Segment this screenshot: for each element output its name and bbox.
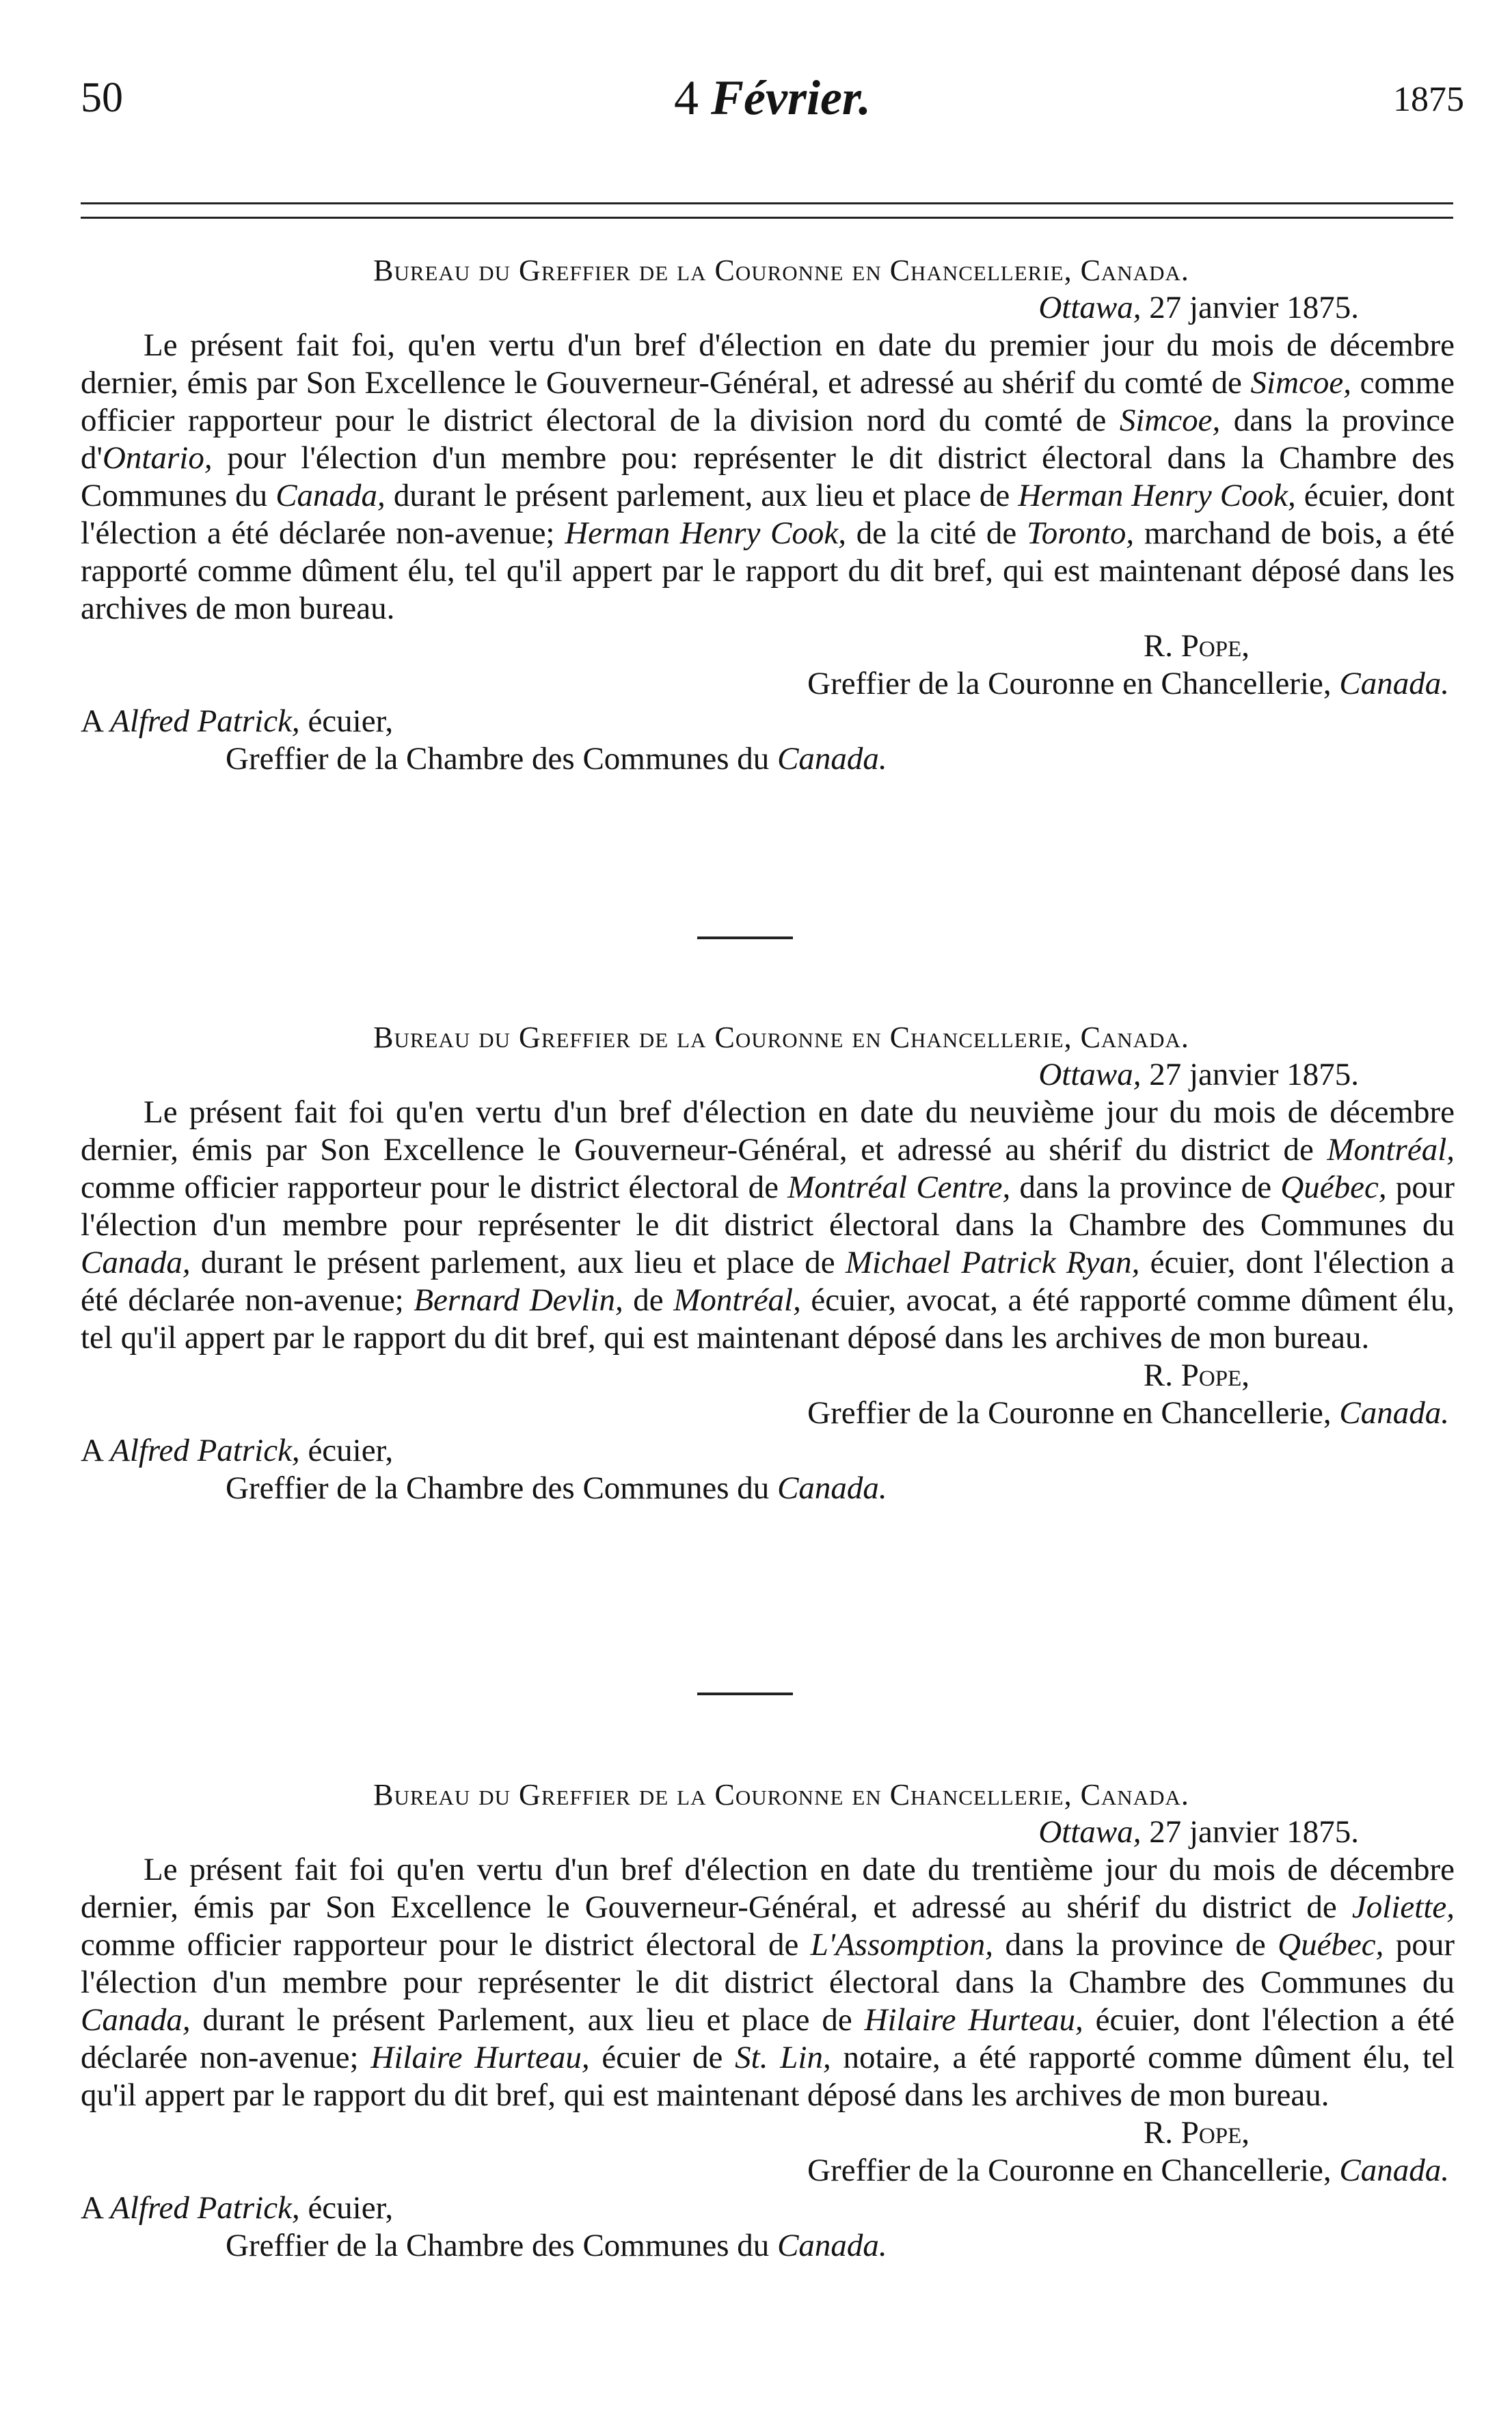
signer-name: R. Pope,	[1143, 1358, 1250, 1393]
body-italic-segment: Canada,	[275, 478, 386, 513]
body-italic-segment: Montréal Centre,	[787, 1170, 1011, 1205]
body-text-segment: de la cité de	[846, 515, 1027, 551]
signer-title	[81, 1394, 1455, 1432]
recipient-title	[81, 740, 1455, 778]
notice	[81, 1019, 1455, 1507]
body-text-segment: notaire, a été rapporté comme dûment élu, tel qu'il appert par le rapport du dit bref, qui est maintenant déposé dans les archives de mon bureau.	[81, 2040, 1455, 2113]
recipient-name: Alfred Patrick,	[110, 1433, 300, 1468]
notice-body	[81, 1094, 1455, 1357]
signer-title-place: Canada.	[1339, 666, 1449, 701]
dateline-date: 27 janvier 1875.	[1141, 290, 1359, 325]
notice-body	[81, 1851, 1455, 2114]
office-heading: Bureau du Greffier de la Couronne en Chancellerie, Canada.	[373, 1021, 1189, 1054]
body-text-segment: dans la province d'	[81, 403, 1455, 476]
notice-body	[81, 327, 1455, 628]
signer-name: R. Pope,	[1143, 628, 1250, 664]
office-heading: Bureau du Greffier de la Couronne en Chancellerie, Canada.	[373, 1778, 1189, 1811]
body-italic-segment: Canada,	[81, 2002, 191, 2038]
body-text-segment: Le présent fait foi, qu'en vertu d'un bref d'élection en date du premier jour du mois de décembre dernier, émis par Son Excellence le Gouverneur-Général, et adressé au shérif du comté de	[81, 327, 1455, 401]
notice-separator	[697, 1693, 793, 1695]
recipient-suffix: écuier,	[299, 703, 394, 739]
body-italic-segment: Québec,	[1280, 1170, 1387, 1205]
body-italic-segment: Simcoe,	[1250, 365, 1351, 401]
signer-name: R. Pope,	[1143, 2115, 1250, 2151]
body-italic-segment: St. Lin,	[735, 2040, 831, 2075]
signer-title-text: Greffier de la Couronne en Chancellerie,	[807, 666, 1340, 701]
recipient	[81, 2189, 1455, 2227]
dateline-date: 27 janvier 1875.	[1141, 1057, 1359, 1092]
signer-title-text: Greffier de la Couronne en Chancellerie,	[807, 1395, 1340, 1431]
recipient-title-place: Canada.	[777, 741, 887, 777]
running-head	[81, 70, 1464, 135]
body-italic-segment: Michael Patrick Ryan,	[845, 1245, 1140, 1280]
body-text-segment: comme officier rapporteur pour le district électoral de	[81, 1170, 788, 1205]
body-italic-segment: Montréal,	[673, 1282, 801, 1318]
dateline	[81, 1814, 1455, 1851]
recipient-title	[81, 2227, 1455, 2265]
body-italic-segment: Montréal,	[1327, 1132, 1455, 1168]
issue-year: 1875	[1393, 80, 1464, 119]
body-italic-segment: Joliette,	[1351, 1889, 1455, 1925]
dateline-place: Ottawa,	[1038, 1057, 1142, 1092]
body-text-segment: durant le présent parlement, aux lieu et place de	[190, 1245, 846, 1280]
recipient-prefix: A	[81, 1433, 111, 1468]
signer-title-text: Greffier de la Couronne en Chancellerie,	[807, 2153, 1340, 2188]
recipient-title-place: Canada.	[777, 2228, 887, 2263]
body-text-segment: comme officier rapporteur pour le district électoral de la division nord du comté de	[81, 365, 1455, 438]
body-text-segment: écuier, dont l'élection a été déclarée non-avenue;	[81, 1245, 1455, 1318]
body-italic-segment: Toronto,	[1026, 515, 1135, 551]
body-italic-segment: Herman Henry Cook,	[1018, 478, 1296, 513]
body-text-segment: durant le présent Parlement, aux lieu et place de	[190, 2002, 865, 2038]
body-text-segment: de	[623, 1282, 674, 1318]
dateline-place: Ottawa,	[1038, 1814, 1142, 1850]
recipient-suffix: écuier,	[299, 2190, 394, 2226]
body-text-segment: Le présent fait foi qu'en vertu d'un bref d'élection en date du neuvième jour du mois de décembre dernier, émis par Son Excellence le Gouverneur-Général, et adressé au shérif du district de	[81, 1094, 1455, 1168]
body-italic-segment: Québec,	[1278, 1927, 1384, 1963]
recipient-title-place: Canada.	[777, 1470, 887, 1506]
body-italic-segment: Herman Henry Cook,	[565, 515, 847, 551]
body-text-segment: pour l'élection d'un membre pou: représenter le dit district électoral dans la Chambre des Communes du	[81, 440, 1455, 513]
body-text-segment: durant le présent parlement, aux lieu et place de	[385, 478, 1018, 513]
page-number: 50	[81, 75, 123, 121]
body-italic-segment: L'Assomption,	[810, 1927, 994, 1963]
signer-title	[81, 2152, 1455, 2189]
body-text-segment: pour l'élection d'un membre pour représenter le dit district électoral dans la Chambre des Communes du	[81, 1170, 1455, 1243]
signer-title	[81, 665, 1455, 703]
body-text-segment: marchand de bois, a été rapporté comme dûment élu, tel qu'il appert par le rapport du dit bref, qui est maintenant déposé dans les archives de mon bureau.	[81, 515, 1455, 626]
body-italic-segment: Hilaire Hurteau,	[370, 2040, 590, 2075]
notice	[81, 252, 1455, 778]
recipient-prefix: A	[81, 703, 111, 739]
recipient-title-text: Greffier de la Chambre des Communes du	[226, 741, 778, 777]
body-text-segment: écuier, avocat, a été rapporté comme dûment élu, tel qu'il appert par le rapport du dit bref, qui est maintenant déposé dans les archives de mon bureau.	[81, 1282, 1455, 1356]
notice-separator	[697, 936, 793, 939]
body-italic-segment: Simcoe,	[1119, 403, 1221, 438]
recipient-title-text: Greffier de la Chambre des Communes du	[226, 1470, 778, 1506]
signer-title-place: Canada.	[1339, 2153, 1449, 2188]
body-text-segment: écuier, dont l'élection a été déclarée non-avenue;	[81, 2002, 1455, 2075]
issue-date	[81, 70, 1464, 126]
body-text-segment: comme officier rapporteur pour le district électoral de	[81, 1927, 811, 1963]
body-text-segment: Le présent fait foi qu'en vertu d'un bref d'élection en date du trentième jour du mois de décembre dernier, émis par Son Excellence le Gouverneur-Général, et adressé au shérif du district de	[81, 1852, 1455, 1925]
recipient-title-text: Greffier de la Chambre des Communes du	[226, 2228, 778, 2263]
recipient	[81, 703, 1455, 740]
body-italic-segment: Hilaire Hurteau,	[864, 2002, 1083, 2038]
notice	[81, 1776, 1455, 2265]
body-italic-segment: Bernard Devlin,	[414, 1282, 623, 1318]
body-italic-segment: Canada,	[81, 1245, 191, 1280]
body-text-segment: dans la province de	[993, 1927, 1278, 1963]
dateline	[81, 289, 1455, 327]
recipient-name: Alfred Patrick,	[110, 703, 300, 739]
header-double-rule	[81, 202, 1453, 219]
issue-month: Février.	[711, 70, 871, 125]
body-text-segment: dans la province de	[1010, 1170, 1281, 1205]
recipient-name: Alfred Patrick,	[110, 2190, 300, 2226]
dateline-date: 27 janvier 1875.	[1141, 1814, 1359, 1850]
issue-day: 4	[674, 70, 699, 125]
body-text-segment: pour l'élection d'un membre pour représenter le dit district électoral dans la Chambre des Communes du	[81, 1927, 1455, 2000]
recipient-suffix: écuier,	[299, 1433, 394, 1468]
recipient	[81, 1432, 1455, 1470]
body-text-segment: écuier, dont l'élection a été déclarée non-avenue;	[81, 478, 1455, 551]
recipient-prefix: A	[81, 2190, 111, 2226]
signer-title-place: Canada.	[1339, 1395, 1449, 1431]
dateline	[81, 1056, 1455, 1094]
dateline-place: Ottawa,	[1038, 290, 1142, 325]
office-heading: Bureau du Greffier de la Couronne en Chancellerie, Canada.	[373, 254, 1189, 287]
body-text-segment: écuier de	[589, 2040, 735, 2075]
body-italic-segment: Ontario,	[102, 440, 213, 476]
recipient-title	[81, 1470, 1455, 1507]
